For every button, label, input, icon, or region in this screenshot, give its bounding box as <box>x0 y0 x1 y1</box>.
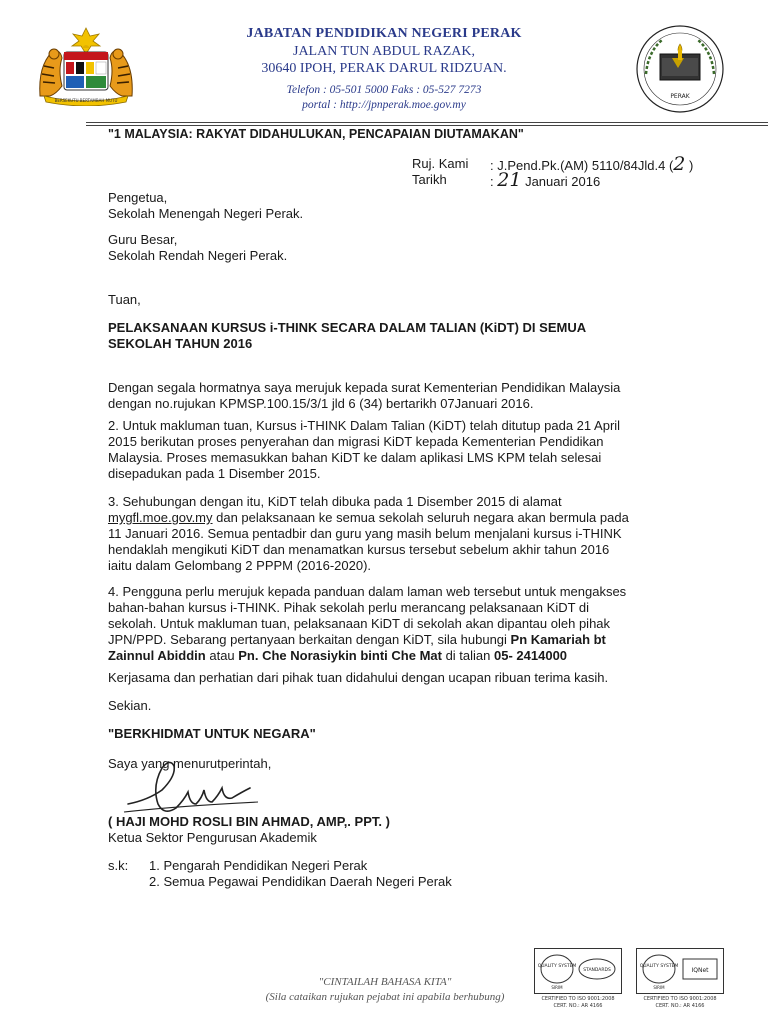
svg-text:PERAK: PERAK <box>670 93 690 100</box>
paragraph-4-start: 4. Pengguna perlu merujuk kepada panduan dalam laman web tersebut untuk mengakses bahan-bahan kursus i-THINK. Pihak sekolah perlu merancang pelaksanaan KiDT di sekolah. Untuk makluman tuan, pelaksanaan KiDT di sekolah akan dipantau oleh pihak JPN/PPD. Sebarang pertanyaan berkaitan dengan KiDT, sila hubungi <box>108 584 627 647</box>
paragraph-4 <box>108 584 630 664</box>
date-handwritten-day: 21 <box>497 169 522 191</box>
closing-line: Saya yang menurutperintah, <box>108 756 272 771</box>
reference-value: : J.Pend.Pk.(AM) 5110/84Jld.4 ( <box>490 158 674 173</box>
footer-slogan: "CINTAILAH BAHASA KITA" <box>318 976 452 988</box>
contact-phone: 05- 2414000 <box>494 648 568 663</box>
cc-item-1: 1. Pengarah Pendidikan Negeri Perak <box>149 858 368 873</box>
addressee-title-1: Pengetua, <box>108 190 168 205</box>
addressee-org-1: Sekolah Menengah Negeri Perak. <box>108 206 304 221</box>
cert1-text: QUALITY SYSTEM <box>537 964 577 969</box>
reference-handwritten-number: 2 <box>673 153 686 175</box>
salutation: Tuan, <box>108 292 141 307</box>
cert2-text: QUALITY SYSTEM <box>639 964 679 969</box>
paragraph-3-start: 3. Sehubungan dengan itu, KiDT telah dibuka pada 1 Disember 2015 di alamat <box>108 494 562 509</box>
paragraph-sekian: Sekian. <box>108 698 152 713</box>
letterhead-divider <box>86 122 768 123</box>
cc-label: s.k: <box>108 858 129 873</box>
service-motto: "BERKHIDMAT UNTUK NEGARA" <box>108 726 316 741</box>
contact-name-1: Pn Kamariah bt Zainnul Abiddin <box>108 632 606 663</box>
paragraph-2: 2. Untuk makluman tuan, Kursus i-THINK Dalam Talian (KiDT) telah ditutup pada 21 April 2015 berikutan proses penyerahan dan migrasi KiDT kepada Kementerian Pendidikan Malaysia. Proses memasukkan bahan KiDT ke dalam aplikasi LMS KPM telah selesai disepadukan pada 1 Disember 2015. <box>108 418 621 481</box>
cert-caption: CERTIFIED TO ISO 9001:2008 <box>643 996 717 1002</box>
cert1-sub: SIRIM <box>551 985 563 990</box>
signer-title: Ketua Sektor Pengurusan Akademik <box>108 830 317 845</box>
addressee-title-2: Guru Besar, <box>108 232 178 247</box>
reference-close: ) <box>689 158 694 173</box>
footer-reference-note: (Sila cataikan rujukan pejabat ini apabila berhubung) <box>265 991 505 1003</box>
paragraph-4-mid2: di talian <box>441 648 495 663</box>
paragraph-1: Dengan segala hormatnya saya merujuk kepada surat Kementerian Pendidikan Malaysia dengan no.rujukan KPMSP.100.15/3/1 jld 6 (34) bertarikh 07Januari 2016. <box>108 380 621 411</box>
iqnet-certification-logo <box>636 948 724 994</box>
date-value <box>490 169 601 191</box>
letterhead-address-line-2: 30640 IPOH, PERAK DARUL RIDZUAN. <box>261 61 507 76</box>
letterhead-portal-url: portal : http://jpnperak.moe.gov.my <box>302 99 466 111</box>
letterhead-phone-fax: Telefon : 05-501 5000 Faks : 05-527 7273 <box>286 84 482 96</box>
signer-name: ( HAJI MOHD ROSLI BIN AHMAD, AMP,. PPT. ) <box>108 814 390 829</box>
cert1-badge: STANDARDS <box>583 968 611 973</box>
letterhead-organisation: JABATAN PENDIDIKAN NEGERI PERAK <box>246 26 522 41</box>
cc-item-2: 2. Semua Pegawai Pendidikan Daerah Negeri Perak <box>149 874 452 889</box>
reference-label: Ruj. Kami <box>412 156 469 171</box>
paragraph-thanks: Kerjasama dan perhatian dari pihak tuan didahului dengan ucapan ribuan terima kasih. <box>108 670 609 685</box>
mygfl-link[interactable]: mygfl.moe.gov.my <box>108 510 213 525</box>
cert2-sub: SIRIM <box>653 985 665 990</box>
date-month-year: Januari 2016 <box>525 174 601 189</box>
contact-name-2: Pn. Che Norasiykin binti Che Mat <box>238 648 442 663</box>
date-label: Tarikh <box>412 172 447 187</box>
cert2-badge: IQNet <box>691 967 709 974</box>
paragraph-4-mid: atau <box>205 648 239 663</box>
paragraph-3 <box>108 494 630 574</box>
paragraph-3-end: dan pelaksanaan ke semua sekolah seluruh negara akan bermula pada 11 Januari 2016. Semua pentadbir dan guru yang masih belum menjalani kursus i-THINK hendaklah mengikuti KiDT dan menamatkan kursus tersebut sebelum akhir tahun 2016 iaitu dalam Gelombang 2 PPPM (2016-2020). <box>108 510 629 573</box>
date-colon: : <box>490 174 494 189</box>
cert-caption: CERTIFIED TO ISO 9001:2008 <box>541 996 615 1002</box>
letter-subject: PELAKSANAAN KURSUS i-THINK SECARA DALAM TALIAN (KiDT) DI SEMUA SEKOLAH TAHUN 2016 <box>108 320 586 351</box>
cert-number: CERT. NO.: AR 4166 <box>655 1003 705 1009</box>
iso-certification-logo <box>534 948 622 994</box>
svg-text:BERSEKUTU BERTAMBAH MUTU: BERSEKUTU BERTAMBAH MUTU <box>54 98 118 103</box>
addressee-org-2: Sekolah Rendah Negeri Perak. <box>108 248 288 263</box>
letterhead-address-line-1: JALAN TUN ABDUL RAZAK, <box>293 44 475 59</box>
national-slogan: "1 MALAYSIA: RAKYAT DIDAHULUKAN, PENCAPAIAN DIUTAMAKAN" <box>108 127 524 141</box>
cert-number: CERT. NO.: AR 4166 <box>553 1003 603 1009</box>
